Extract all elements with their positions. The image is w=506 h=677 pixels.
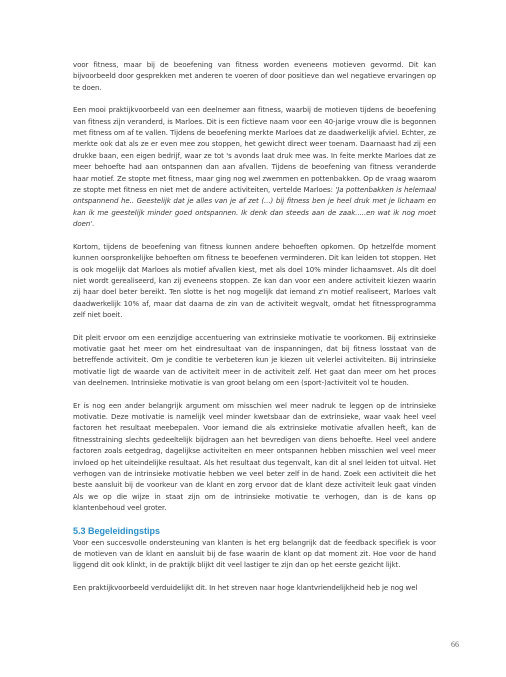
- paragraph-1: voor fitness, maar bij de beoefening van fitness worden eveneens motieven gevormd. Dit kan bijvoorbeeld door gesprekken met anderen te voeren of door positieve dan wel negatieve ervaringen op te doen.: [73, 61, 436, 92]
- paragraph-2: [73, 105, 436, 230]
- paragraph-7: Een praktijkvoorbeeld verduidelijkt dit. In het streven naar hoge klantvriendelijkheid heb je nog wel: [73, 583, 418, 592]
- paragraph-3: Kortom, tijdens de beoefening van fitness kunnen andere behoeften opkomen. Op hetzelfde moment kunnen oorspronkelijke behoeften om fitness te beoefenen verminderen. Dit kan leiden tot stoppen. Het is ook mogelijk dat Marloes als motief afvallen kiest, met als doel 10% minder lichaamsvet. Als dit doel niet wordt gerealiseerd, kan zij eveneens stoppen. Ze kan dan voor een andere activiteit kiezen waarin zij haar doel beter bereikt. Ten slotte is het nog mogelijk dat iemand z'n motief realiseert, Marloes valt daadwerkelijk 10% af, maar dat daarna de zin van de activiteit wegvalt, omdat het fitnessprogramma zelf niet boeit.: [73, 242, 436, 320]
- paragraph-5: Er is nog een ander belangrijk argument om misschien wel meer nadruk te leggen op de intrinsieke motivatie. Deze motivatie is namelijk veel minder kwetsbaar dan de extrinsieke, waar vaak heel veel factoren het resultaat meebepalen. Voor iemand die als extrinsieke motivatie afvallen heeft, kan de fitnesstraining slechts gedeeltelijk bijdragen aan het bevredigen van diens behoefte. Heel veel andere factoren zoals eetgedrag, dagelijkse activiteiten en meer ontspannen hebben misschien wel veel meer invloed op het uiteindelijke resultaat. Als het resultaat dus tegenvalt, kan dit al snel leiden tot uitval. Het verhogen van de intrinsieke motivatie hebben we veel beter zelf in de hand. Zoek een activiteit die het beste aansluit bij de voorkeur van de klant en zorg ervoor dat de klant deze activiteit leuk gaat vinden Als we op die wijze in staat zijn om de intrinsieke motivatie te verhogen, dan is de kans op klantenbehoud veel groter.: [73, 401, 436, 513]
- paragraph-6: Voor een succesvolle ondersteuning van klanten is het erg belangrijk dat de feedback specifiek is voor de motieven van de klant en aansluit bij de fase waarin de klant op dat moment zit. Hoe voor de hand liggend dit ook klinkt, in de praktijk blijkt dit veel lastiger te zijn dan op het eerste gezicht lijkt.: [73, 538, 436, 570]
- page-content: [73, 60, 436, 605]
- page-number: 66: [451, 640, 459, 649]
- section-heading: 5.3 Begeleidingstips: [73, 525, 161, 536]
- paragraph-2-text: Een mooi praktijkvoorbeeld van een deelnemer aan fitness, waarbij de motieven tijdens de beoefening van fitness zijn veranderd, is Marloes. Dit is een fictieve naam voor een 40-jarige vrouw die is begonnen met fitness om af te vallen. Tijdens de beoefening merkte Marloes dat ze daadwerkelijk afviel. Echter, ze merkte ook dat als ze er even mee zou stoppen, het gewicht direct weer toenam. Daarnaast had zij een drukke baan, een eigen bedrijf, waar ze tot 's avonds laat druk mee was. In feite merkte Marloes dat ze meer behoefte had aan ontspannen dan aan afvallen. Tijdens de beoefening van fitness veranderde haar motief. Ze stopte met fitness, maar ging nog wel zwemmen en pottenbakken. Op de vraag waarom ze stopte met fitness en niet met de andere activiteiten, vertelde Marloes:: [73, 106, 437, 195]
- paragraph-4: Dit pleit ervoor om een eenzijdige accentuering van extrinsieke motivatie te voorkomen. Bij extrinsieke motivatie gaat het meer om het eindresultaat van de inspanningen, dat bij fitness losstaat van de betreffende activiteit. Om je conditie te verbeteren kun je kiezen uit velerlei activiteiten. Bij intrinsieke motivatie ligt de waarde van de activiteit meer in de activiteit zelf. Het gaat dan meer om het proces van deelnemen. Intrinsieke motivatie is van groot belang om een (sport-)activiteit vol te houden.: [73, 333, 436, 388]
- marloes-quote: 'Ja pottenbakken is helemaal ontspannend he.. Geestelijk dat je alles van je af zet (...) bij fitness ben je heel druk met je lichaam en kan ik me geestelijk minder goed ontspannen. Ik denk dan steeds aan de zaak.....en wat ik nog moet doen'.: [73, 186, 436, 229]
